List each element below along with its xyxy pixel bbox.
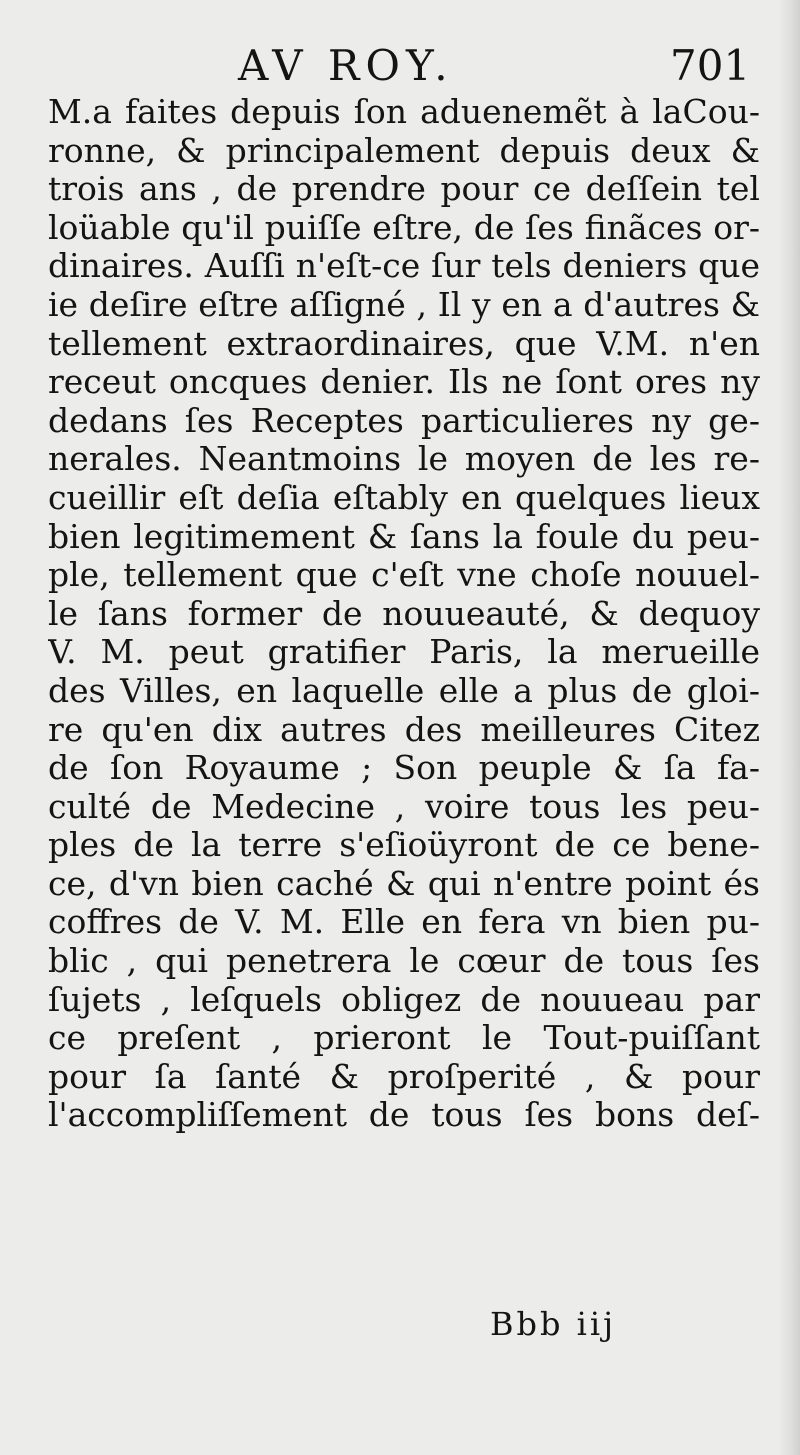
text-line: re qu'en dix autres des meilleures Citez <box>48 710 760 749</box>
body-text <box>48 93 760 1135</box>
text-line: de ſon Royaume ; Son peuple & ſa fa- <box>48 749 760 788</box>
text-line: le ſans former de nouueauté, & dequoy <box>48 594 760 633</box>
text-line: ronne, & principalement depuis deux & <box>48 131 760 170</box>
text-line: nerales. Neantmoins le moyen de les re- <box>48 440 760 479</box>
text-line: receut oncques denier. Ils ne ſont ores ny <box>48 363 760 402</box>
text-line: ples de la terre s'eſioüyront de ce bene- <box>48 826 760 865</box>
text-line: trois ans , de prendre pour ce deſſein tel <box>48 170 760 209</box>
text-line: ce, d'vn bien caché & qui n'entre point és <box>48 864 760 903</box>
text-line: ſujets , leſquels obligez de nouueau par <box>48 980 760 1019</box>
text-line: dinaires. Auſſi n'eſt-ce ſur tels deniers que <box>48 247 760 286</box>
text-line: pour ſa ſanté & proſperité , & pour <box>48 1057 760 1096</box>
text-line: ie deſire eſtre aſſigné , Il y en a d'autres & <box>48 285 760 324</box>
text-line: V. M. peut gratifier Paris, la merueille <box>48 633 760 672</box>
text-line: blic , qui penetrera le cœur de tous ſes <box>48 942 760 981</box>
text-line: cueillir eſt deſia eſtably en quelques lieux <box>48 478 760 517</box>
text-line: culté de Medecine , voire tous les peu- <box>48 787 760 826</box>
page-number: 701 <box>670 41 751 90</box>
running-title: AV ROY. <box>238 41 454 90</box>
signature-mark: Bbb iij <box>490 1305 617 1343</box>
text-line: ple, tellement que c'eſt vne choſe nouuel- <box>48 556 760 595</box>
text-line: l'accompliſſement de tous ſes bons deſ- <box>48 1096 760 1135</box>
text-line: loüable qu'il puiſſe eſtre, de ſes finãces or- <box>48 208 760 247</box>
page-header <box>0 38 800 94</box>
page-edge-shadow <box>778 0 800 1455</box>
text-line: bien legitimement & ſans la foule du peu- <box>48 517 760 556</box>
text-line: M.a faites depuis ſon aduenemẽt à laCou- <box>48 93 760 131</box>
text-line: tellement extraordinaires, que V.M. n'en <box>48 324 760 363</box>
text-line: dedans ſes Receptes particulieres ny ge- <box>48 401 760 440</box>
text-line: ce preſent , prieront le Tout-puiſſant <box>48 1019 760 1058</box>
text-line: des Villes, en laquelle elle a plus de gloi- <box>48 671 760 710</box>
text-line: coffres de V. M. Elle en fera vn bien pu- <box>48 903 760 942</box>
